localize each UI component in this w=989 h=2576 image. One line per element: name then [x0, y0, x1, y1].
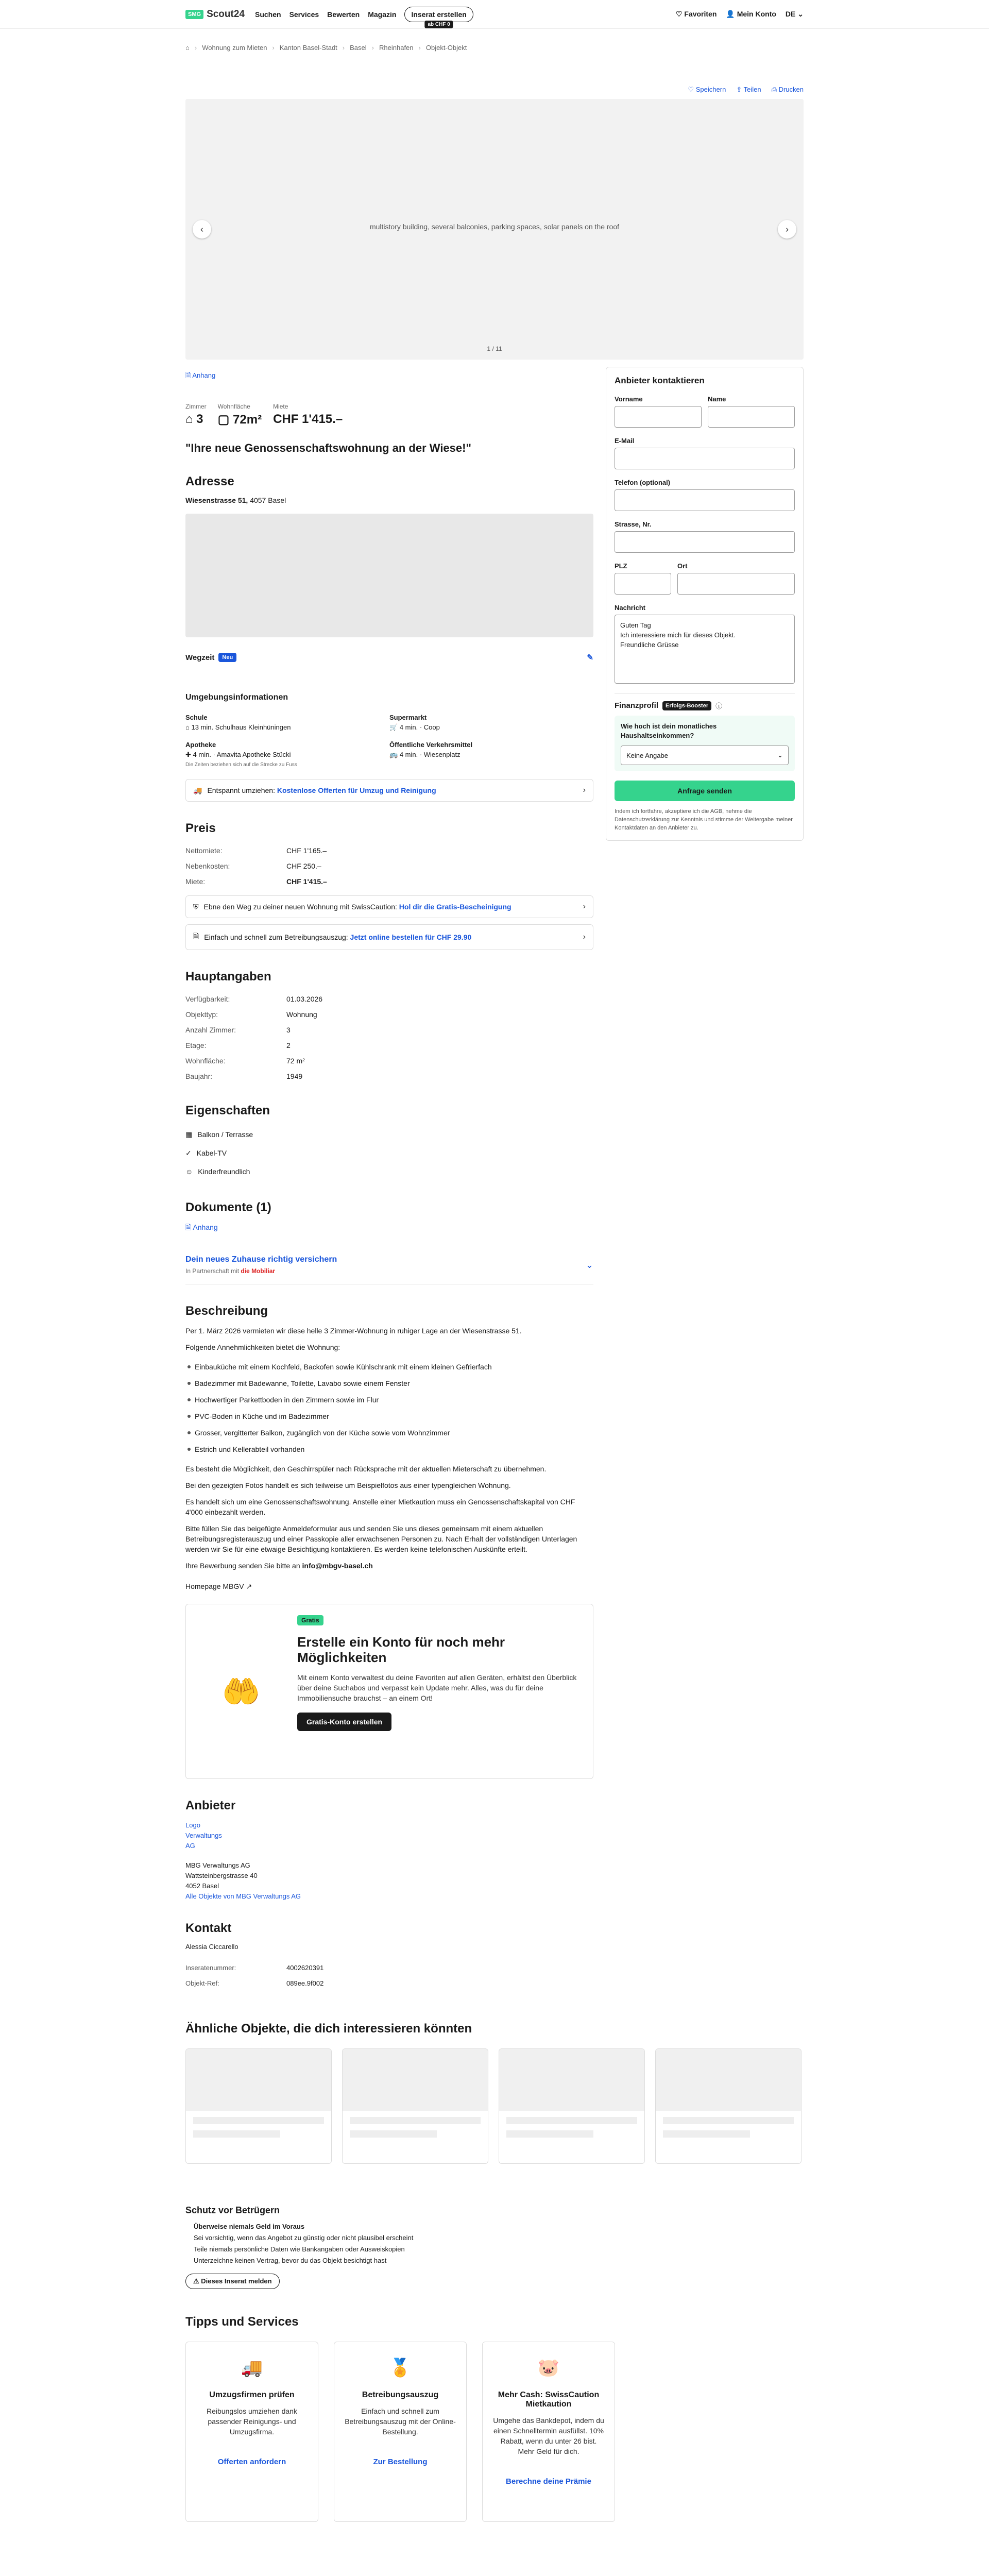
- contact-row: [185, 1960, 593, 1975]
- city-input[interactable]: [677, 573, 795, 595]
- breadcrumb-item[interactable]: Wohnung zum Mieten: [202, 43, 267, 52]
- amenities-list: [185, 1359, 593, 1458]
- insurance-accordion[interactable]: [185, 1234, 593, 1284]
- description-paragraph: Es besteht die Möglichkeit, den Geschirrspüler nach Rücksprache mit der aktuellen Mieterschaft zu übernehmen.: [185, 1465, 547, 1473]
- tip-card: [482, 2342, 615, 2522]
- zip-label: PLZ: [615, 562, 627, 570]
- nav-item[interactable]: Bewerten: [327, 10, 360, 19]
- file-icon: 🗎: [185, 371, 191, 379]
- house-icon: ⌂: [185, 412, 193, 426]
- cart-icon: 🛒: [389, 723, 398, 731]
- tip-link[interactable]: Offerten anfordern: [217, 2458, 286, 2466]
- income-value: Keine Angabe: [626, 751, 668, 759]
- language-selector[interactable]: [786, 10, 804, 19]
- fact-value: 72 m²: [286, 1057, 305, 1065]
- save-label: Speichern: [695, 86, 726, 93]
- truck-icon: 🚚: [193, 786, 202, 794]
- description-paragraph: Bei den gezeigten Fotos handelt es sich teilweise um Beispielfotos aus einer typengleichen Wohnung.: [185, 1481, 511, 1489]
- document-icon: 🗎: [193, 932, 199, 940]
- info-icon[interactable]: ⓘ: [715, 702, 723, 710]
- breadcrumb: [0, 36, 989, 59]
- contact-person: Alessia Ciccarello: [185, 1943, 238, 1951]
- contact-row: [185, 1975, 593, 1991]
- street-label: Strasse, Nr.: [615, 520, 652, 528]
- shield-icon: ⛨: [193, 902, 199, 911]
- description-paragraph: Es handelt sich um eine Genossenschaftswohnung. Anstelle einer Mietkaution muss ein Genossenschaftskapital von CHF 4'000 einbezahlt werden.: [185, 1498, 575, 1516]
- home-icon[interactable]: ⌂: [185, 43, 190, 52]
- price-heading: Preis: [185, 821, 216, 835]
- fact-key: Verfügbarkeit:: [185, 995, 230, 1003]
- tip-card: [185, 2342, 318, 2522]
- fact-value: 1949: [286, 1072, 303, 1080]
- description-paragraph: Ihre Bewerbung senden Sie bitte an: [185, 1562, 302, 1570]
- message-textarea[interactable]: Guten Tag Ich interessiere mich für dieses Objekt. Freundliche Grüsse: [615, 615, 795, 684]
- rooms-fact: [185, 403, 207, 427]
- amenity-item: Einbauküche mit einem Kochfeld, Backofen sowie Kühlschrank mit einem kleinen Gefrierfach: [185, 1359, 593, 1375]
- amenity-item: Estrich und Kellerabteil vorhanden: [185, 1441, 593, 1458]
- documents-heading: Dokumente (1): [185, 1200, 271, 1214]
- account-link[interactable]: [726, 10, 776, 19]
- mobiliar-logo: die Mobiliar: [241, 1267, 276, 1275]
- pharmacy-icon: ✚: [185, 751, 191, 758]
- firstname-input[interactable]: [615, 406, 702, 428]
- area-value: 72m²: [233, 413, 262, 427]
- print-label: Drucken: [778, 86, 804, 93]
- user-icon: 👤: [726, 10, 735, 18]
- separator-icon: ›: [418, 43, 421, 52]
- school-label: Schule: [185, 714, 208, 721]
- surroundings-heading: Umgebungsinformationen: [185, 693, 288, 702]
- area-fact: [218, 403, 262, 427]
- price-row: [185, 858, 593, 874]
- map[interactable]: [185, 514, 593, 637]
- rent-label: Miete: [273, 403, 288, 410]
- fact-row: [185, 1053, 593, 1069]
- phone-label: Telefon (optional): [615, 479, 671, 486]
- favorites-link[interactable]: [676, 10, 717, 19]
- header-right: [676, 10, 804, 19]
- amenity-item: Grosser, vergitterter Balkon, zugänglich von der Küche sowie vom Wohnzimmer: [185, 1425, 593, 1441]
- hands-heart-icon: 🤲: [221, 1674, 261, 1709]
- finance-heading: Finanzprofil: [615, 701, 658, 710]
- transit-value: 4 min. · Wiesenplatz: [399, 751, 461, 758]
- price-value: CHF 1'165.–: [286, 846, 327, 855]
- account-title: Erstelle ein Konto für noch mehr Möglichkeiten: [297, 1634, 505, 1665]
- balcony-icon: ▦: [185, 1130, 193, 1139]
- insurance-title: Dein neues Zuhause richtig versichern: [185, 1255, 337, 1264]
- bus-icon: 🚌: [389, 751, 398, 758]
- school-icon: ⌂: [185, 723, 190, 731]
- external-link-icon: ↗: [246, 1582, 252, 1590]
- fact-key: Baujahr:: [185, 1072, 213, 1080]
- fact-key: Wohnfläche:: [185, 1057, 226, 1065]
- fact-row: [185, 1069, 593, 1084]
- school-value: 13 min. Schulhaus Kleinhüningen: [191, 723, 291, 731]
- fact-value: 01.03.2026: [286, 995, 323, 1003]
- main-facts-heading: Hauptangaben: [185, 970, 271, 984]
- contact-form: [606, 367, 804, 841]
- transit-info: [389, 741, 593, 768]
- provider-block: [185, 1820, 593, 1902]
- heart-icon: ♡: [675, 10, 683, 18]
- rent-fact: [273, 403, 343, 427]
- price-row: [185, 874, 593, 889]
- market-label: Supermarkt: [389, 714, 427, 721]
- tip-title: Betreibungsauszug: [362, 2391, 439, 2399]
- fraud-item: Überweise niemals Geld im Voraus: [194, 2223, 305, 2230]
- booster-badge: Erfolgs-Booster: [662, 701, 711, 710]
- nav-item[interactable]: Magazin: [368, 10, 397, 19]
- address-street: Wiesenstrasse 51,: [185, 496, 248, 504]
- fact-key: Etage:: [185, 1041, 207, 1049]
- listing-title: "Ihre neue Genossenschaftswohnung an der Wiese!": [185, 442, 471, 454]
- tip-card: [334, 2342, 467, 2522]
- price-badge: ab CHF 0: [424, 21, 453, 28]
- chevron-right-icon: ›: [583, 786, 586, 794]
- separator-icon: ›: [342, 43, 345, 52]
- debt-record-text: Einfach und schnell zum Betreibungsauszug:: [204, 933, 350, 941]
- language-label: DE: [785, 10, 796, 18]
- form-legal-text: Indem ich fortfahre, akzeptiere ich die AGB, nehme die Datenschutzerklärung zur Kenntnis und stimme der Weitergabe meiner Kontaktdaten an den Anbieter zu.: [615, 808, 793, 831]
- fact-row: [185, 991, 593, 1007]
- fact-key: Anzahl Zimmer:: [185, 1026, 236, 1034]
- features-heading: Eigenschaften: [185, 1104, 270, 1117]
- create-account-button[interactable]: Gratis-Konto erstellen: [297, 1713, 391, 1731]
- pharmacy-label: Apotheke: [185, 741, 216, 749]
- school-info: [185, 714, 389, 732]
- contact-value: 089ee.9f002: [286, 1979, 324, 1987]
- area-label: Wohnfläche: [217, 403, 250, 410]
- key-facts: [185, 403, 593, 427]
- tips-heading: Tipps und Services: [185, 2315, 299, 2329]
- route-time: [185, 653, 593, 662]
- account-text: Mit einem Konto verwaltest du deine Favoriten auf allen Geräten, erhältst den Überblick über deine Suchabos und verpasst kein Update mehr. Alles, was du für deine Immobiliensuche brauchst – an einem Ort!: [297, 1673, 577, 1702]
- description-intro: Per 1. März 2026 vermieten wir diese helle 3 Zimmer-Wohnung in ruhiger Lage an der Wiesenstrasse 51.: [185, 1327, 522, 1335]
- separator-icon: ›: [194, 43, 197, 52]
- provider-objects-link[interactable]: Alle Objekte von MBG Verwaltungs AG: [185, 1892, 301, 1900]
- form-heading: Anbieter kontaktieren: [615, 376, 705, 385]
- debt-record-link[interactable]: Jetzt online bestellen für CHF 29.90: [350, 933, 472, 941]
- gallery-image-alt: multistory building, several balconies, parking spaces, solar panels on the roof: [369, 223, 620, 231]
- provider-name: MBG Verwaltungs AG: [185, 1861, 250, 1869]
- rent-value: CHF 1'415.–: [273, 412, 343, 426]
- new-badge: Neu: [218, 653, 236, 662]
- separator-icon: ›: [371, 43, 374, 52]
- pharmacy-value: 4 min. · Amavita Apotheke Stücki: [193, 751, 291, 758]
- transit-label: Öffentliche Verkehrsmittel: [389, 741, 473, 749]
- description-list-intro: Folgende Annehmlichkeiten bietet die Wohnung:: [185, 1343, 340, 1351]
- similar-card[interactable]: [185, 2048, 332, 2164]
- provider-street: Wattsteinbergstrasse 40: [185, 1872, 258, 1879]
- prev-image-button[interactable]: ‹: [193, 220, 211, 239]
- moving-link[interactable]: Kostenlose Offerten für Umzug und Reinigung: [277, 786, 436, 794]
- contact-key: Inseratenummer:: [185, 1963, 236, 1972]
- next-image-button[interactable]: ›: [778, 220, 796, 239]
- listing-actions: [0, 86, 989, 94]
- price-key: Nebenkosten:: [185, 862, 230, 870]
- chevron-down-icon: ⌄: [585, 1259, 593, 1270]
- truck-icon: 🚚: [241, 2358, 263, 2378]
- badge-icon: 🏅: [389, 2358, 412, 2378]
- fraud-section: [185, 2205, 593, 2289]
- tips-cards: [185, 2342, 649, 2522]
- feature-item: [185, 1125, 593, 1144]
- breadcrumb-item[interactable]: Kanton Basel-Stadt: [279, 43, 337, 52]
- content-wrapper: [0, 367, 989, 2522]
- zip-input[interactable]: [615, 573, 671, 595]
- account-label: Mein Konto: [737, 10, 776, 18]
- route-label: Wegzeit: [185, 653, 215, 662]
- attachment-link[interactable]: [185, 371, 593, 382]
- amenity-item: Hochwertiger Parkettboden in den Zimmern sowie im Flur: [185, 1392, 593, 1408]
- surroundings-note: Die Zeiten beziehen sich auf die Strecke zu Fuss: [185, 762, 297, 768]
- logo[interactable]: [185, 9, 245, 20]
- alert-icon: ⚠: [193, 2277, 199, 2285]
- tip-title: Mehr Cash: SwissCaution Mietkaution: [498, 2391, 600, 2409]
- report-listing-button[interactable]: [185, 2274, 280, 2289]
- fraud-item: Teile niemals persönliche Daten wie Bankangaben oder Ausweiskopien: [194, 2245, 405, 2253]
- document-link[interactable]: [185, 1222, 593, 1234]
- fact-row: [185, 1038, 593, 1053]
- child-icon: ☺: [185, 1167, 193, 1176]
- separator-icon: ›: [272, 43, 275, 52]
- feature-item: [185, 1162, 593, 1181]
- fact-value: 2: [286, 1041, 291, 1049]
- lastname-label: Name: [708, 395, 726, 403]
- income-select[interactable]: [621, 745, 789, 765]
- provider-city: 4052 Basel: [185, 1882, 219, 1890]
- document-label: Anhang: [193, 1223, 218, 1231]
- message-label: Nachricht: [615, 604, 645, 612]
- submit-inquiry-button[interactable]: Anfrage senden: [615, 781, 795, 801]
- contact-email[interactable]: info@mbgv-basel.ch: [302, 1562, 373, 1570]
- report-label: Dieses Inserat melden: [201, 2277, 272, 2285]
- fraud-item: Unterzeichne keinen Vertrag, bevor du das Objekt besichtigt hast: [194, 2257, 387, 2264]
- moving-text: Entspannt umziehen:: [207, 786, 277, 794]
- tip-link[interactable]: Zur Bestellung: [373, 2458, 428, 2466]
- free-badge: Gratis: [297, 1615, 323, 1625]
- fraud-heading: Schutz vor Betrügern: [185, 2205, 280, 2215]
- share-label: Teilen: [743, 86, 761, 93]
- fact-value: 3: [286, 1026, 291, 1034]
- logo-badge: SMG: [185, 10, 203, 19]
- provider-logo: Logo Verwaltungs AG: [185, 1821, 222, 1850]
- swisscaution-text: Ebne den Weg zu deiner neuen Wohnung mit SwissCaution:: [203, 903, 399, 911]
- file-icon: 🗎: [185, 1223, 192, 1231]
- tip-title: Umzugsfirmen prüfen: [209, 2391, 295, 2399]
- amenity-item: PVC-Boden in Küche und im Badezimmer: [185, 1408, 593, 1425]
- image-gallery[interactable]: [185, 99, 804, 360]
- price-row: [185, 843, 593, 858]
- fact-value: Wohnung: [286, 1010, 317, 1019]
- debt-record-banner[interactable]: [185, 924, 593, 950]
- sidebar: [606, 367, 804, 2522]
- pharmacy-info: [185, 741, 389, 768]
- firstname-label: Vorname: [615, 395, 643, 403]
- fact-row: [185, 1022, 593, 1038]
- similar-card[interactable]: [342, 2048, 488, 2164]
- fact-key: Objekttyp:: [185, 1010, 218, 1019]
- swisscaution-banner[interactable]: [185, 895, 593, 918]
- rooms-value: 3: [196, 412, 203, 426]
- market-value: 4 min. · Coop: [399, 723, 440, 731]
- provider-heading: Anbieter: [185, 1799, 236, 1812]
- address-city: 4057 Basel: [250, 496, 286, 504]
- nav-item[interactable]: Suchen: [254, 10, 281, 19]
- price-value: CHF 1'415.–: [286, 877, 327, 886]
- feature-label: Balkon / Terrasse: [197, 1130, 253, 1139]
- similar-heading: Ähnliche Objekte, die dich interessieren könnten: [185, 2022, 472, 2036]
- image-counter: 1 / 11: [487, 345, 502, 352]
- amenity-item: Badezimmer mit Badewanne, Toilette, Lavabo sowie einem Fenster: [185, 1375, 593, 1392]
- tip-text: Umgehe das Bankdepot, indem du einen Schnelltermin ausfüllst. 10% Rabatt, wenn du unter 26 bist. Mehr Geld für dich.: [493, 2416, 604, 2455]
- surroundings-grid: [185, 714, 593, 768]
- lastname-input[interactable]: [708, 406, 795, 428]
- feature-label: Kabel-TV: [196, 1149, 227, 1157]
- chevron-down-icon: ⌄: [777, 751, 783, 759]
- contact-heading: Kontakt: [185, 1921, 232, 1935]
- street-input[interactable]: [615, 531, 795, 553]
- breadcrumb-item: Objekt-Objekt: [425, 43, 467, 52]
- site-header: [0, 0, 989, 29]
- save-button[interactable]: ♡ Speichern: [688, 86, 726, 93]
- email-label: E-Mail: [615, 437, 635, 445]
- check-icon: ✓: [185, 1148, 192, 1157]
- main-nav: [255, 10, 396, 19]
- logo-text: Scout24: [207, 8, 245, 20]
- description-section: [185, 1304, 593, 1591]
- piggy-bank-icon: 🐷: [537, 2358, 560, 2378]
- breadcrumb-item[interactable]: Basel: [350, 43, 367, 52]
- price-key: Nettomiete:: [185, 846, 223, 855]
- chevron-right-icon: ›: [583, 933, 586, 941]
- phone-input[interactable]: [615, 489, 795, 511]
- email-input[interactable]: [615, 448, 795, 469]
- chevron-right-icon: ›: [583, 902, 586, 911]
- homepage-link[interactable]: Homepage MBGV: [185, 1582, 244, 1590]
- fraud-item: Sei vorsichtig, wenn das Angebot zu günstig oder nicht plausibel erscheint: [194, 2234, 414, 2242]
- area-icon: ▢: [217, 413, 230, 427]
- favorites-label: Favoriten: [684, 10, 717, 18]
- account-promo: [185, 1604, 593, 1779]
- city-label: Ort: [677, 562, 688, 570]
- share-button[interactable]: ⇪ Teilen: [736, 86, 761, 93]
- breadcrumb-item[interactable]: Rheinhafen: [379, 43, 414, 52]
- contact-key: Objekt-Ref:: [185, 1979, 219, 1987]
- rooms-label: Zimmer: [185, 403, 207, 410]
- feature-item: [185, 1144, 593, 1162]
- attachment-label: Anhang: [192, 371, 216, 379]
- contact-value: 4002620391: [286, 1963, 324, 1972]
- address-heading: Adresse: [185, 474, 234, 488]
- fact-row: [185, 1007, 593, 1022]
- market-info: [389, 714, 593, 732]
- tip-text: Einfach und schnell zum Betreibungsauszug mit der Online-Bestellung.: [345, 2407, 456, 2436]
- nav-item[interactable]: Services: [289, 10, 319, 19]
- edit-icon[interactable]: ✎: [587, 653, 593, 662]
- swisscaution-link[interactable]: Hol dir die Gratis-Bescheinigung: [399, 903, 511, 911]
- tip-text: Reibungslos umziehen dank passender Reinigungs- und Umzugsfirma.: [207, 2407, 297, 2436]
- description-paragraph: Bitte füllen Sie das beigefügte Anmeldeformular aus und senden Sie uns dieses gemeinsam mit einem aktuellen Betreibungsregisterauszug und einer Passkopie aller erwachsenen Personen zu. Nach Erhalt der vollständigen Unterlagen werden wir Sie für eine etwaige Besichtigung kontaktieren. Es werden keine telefonischen Auskünfte erteilt.: [185, 1524, 577, 1553]
- print-button[interactable]: ⎙ Drucken: [771, 86, 804, 93]
- tip-link[interactable]: Berechne deine Prämie: [506, 2477, 591, 2486]
- create-listing-label: Inserat erstellen: [411, 10, 467, 19]
- insurance-sub: In Partnerschaft mit: [185, 1267, 240, 1275]
- chevron-down-icon: ⌄: [797, 10, 804, 18]
- price-key: Miete:: [185, 877, 206, 886]
- moving-banner[interactable]: [185, 779, 593, 802]
- price-value: CHF 250.–: [286, 862, 321, 870]
- create-listing-button[interactable]: [404, 7, 473, 27]
- description-heading: Beschreibung: [185, 1304, 268, 1318]
- income-question: Wie hoch ist dein monatliches Haushaltseinkommen?: [621, 722, 717, 739]
- main-column: [185, 367, 604, 2522]
- feature-label: Kinderfreundlich: [198, 1167, 250, 1176]
